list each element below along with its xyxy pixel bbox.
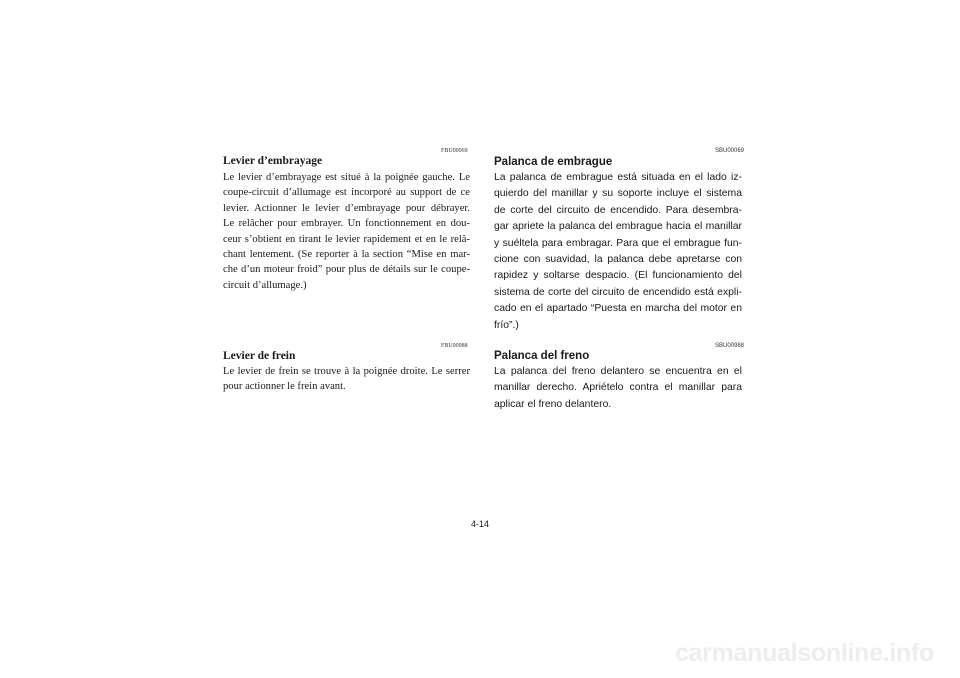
text-line: manillar derecho. Apriételo contra el manillar para xyxy=(494,382,742,394)
text-line: Le levier de frein se trouve à la poignée droite. Le serrer xyxy=(223,366,470,377)
text-line: rapidez y soltarse despacio. (El funcionamiento del xyxy=(494,270,742,282)
text-line: circuit d’allumage.) xyxy=(223,279,307,291)
watermark: carmanualsonline.info xyxy=(674,639,934,667)
section-title-clutch-lever: Palanca de embrague xyxy=(494,156,613,168)
paragraph-brake-lever xyxy=(223,364,470,395)
text-line: La palanca del freno delantero se encuentra en el xyxy=(494,366,742,377)
section-code: FBU00069 xyxy=(441,148,468,154)
paragraph-clutch-lever xyxy=(223,170,470,293)
text-line: cione con suavidad, la palanca debe apretarse con xyxy=(494,254,742,266)
text-line: gar apriete la palanca del embrague hacia el manillar xyxy=(494,221,742,233)
text-line: quierdo del manillar y su soporte incluye el sistema xyxy=(494,188,742,200)
text-line: aplicar el freno delantero. xyxy=(494,398,612,410)
text-line: Le levier d’embrayage est situé à la poignée gauche. Le xyxy=(223,172,470,183)
text-line: y suéltela para embragar. Para que el embrague fun- xyxy=(494,237,742,249)
page-number: 4-14 xyxy=(470,519,489,529)
text-line: chant lentement. (Se reporter à la section “Mise en mar- xyxy=(223,249,470,261)
section-title-clutch-lever: Levier d’embrayage xyxy=(223,155,323,167)
text-line: de corte del circuito de encendido. Para desembra- xyxy=(494,204,742,216)
text-line: coupe-circuit d’allumage est incorporé au support de ce xyxy=(223,187,470,199)
section-title-brake-lever: Palanca del freno xyxy=(494,350,590,362)
section-code: FBU00988 xyxy=(441,343,468,349)
text-line: La palanca de embrague está situada en el lado iz- xyxy=(494,172,742,183)
text-line: Le relâcher pour embrayer. Un fonctionnement en dou- xyxy=(223,218,470,230)
section-code: SBU00069 xyxy=(715,148,745,154)
section-code: SBU00988 xyxy=(715,343,745,349)
text-line: cado en el apartado “Puesta en marcha del motor en xyxy=(494,303,742,315)
paragraph-clutch-lever xyxy=(494,170,742,334)
text-line: frío”.) xyxy=(494,319,519,331)
text-line: levier. Actionner le levier d’embrayage pour débrayer. xyxy=(223,202,470,214)
text-line: che d’un moteur froid” pour plus de détails sur le coupe- xyxy=(223,264,470,276)
section-title-brake-lever: Levier de frein xyxy=(223,350,296,362)
paragraph-brake-lever xyxy=(494,364,742,413)
text-line: sistema de corte del circuito de encendido está expli- xyxy=(494,286,742,298)
text-line: pour actionner le frein avant. xyxy=(223,381,346,393)
text-line: ceur s’obtient en tirant le levier rapidement et en le relâ- xyxy=(223,233,470,245)
